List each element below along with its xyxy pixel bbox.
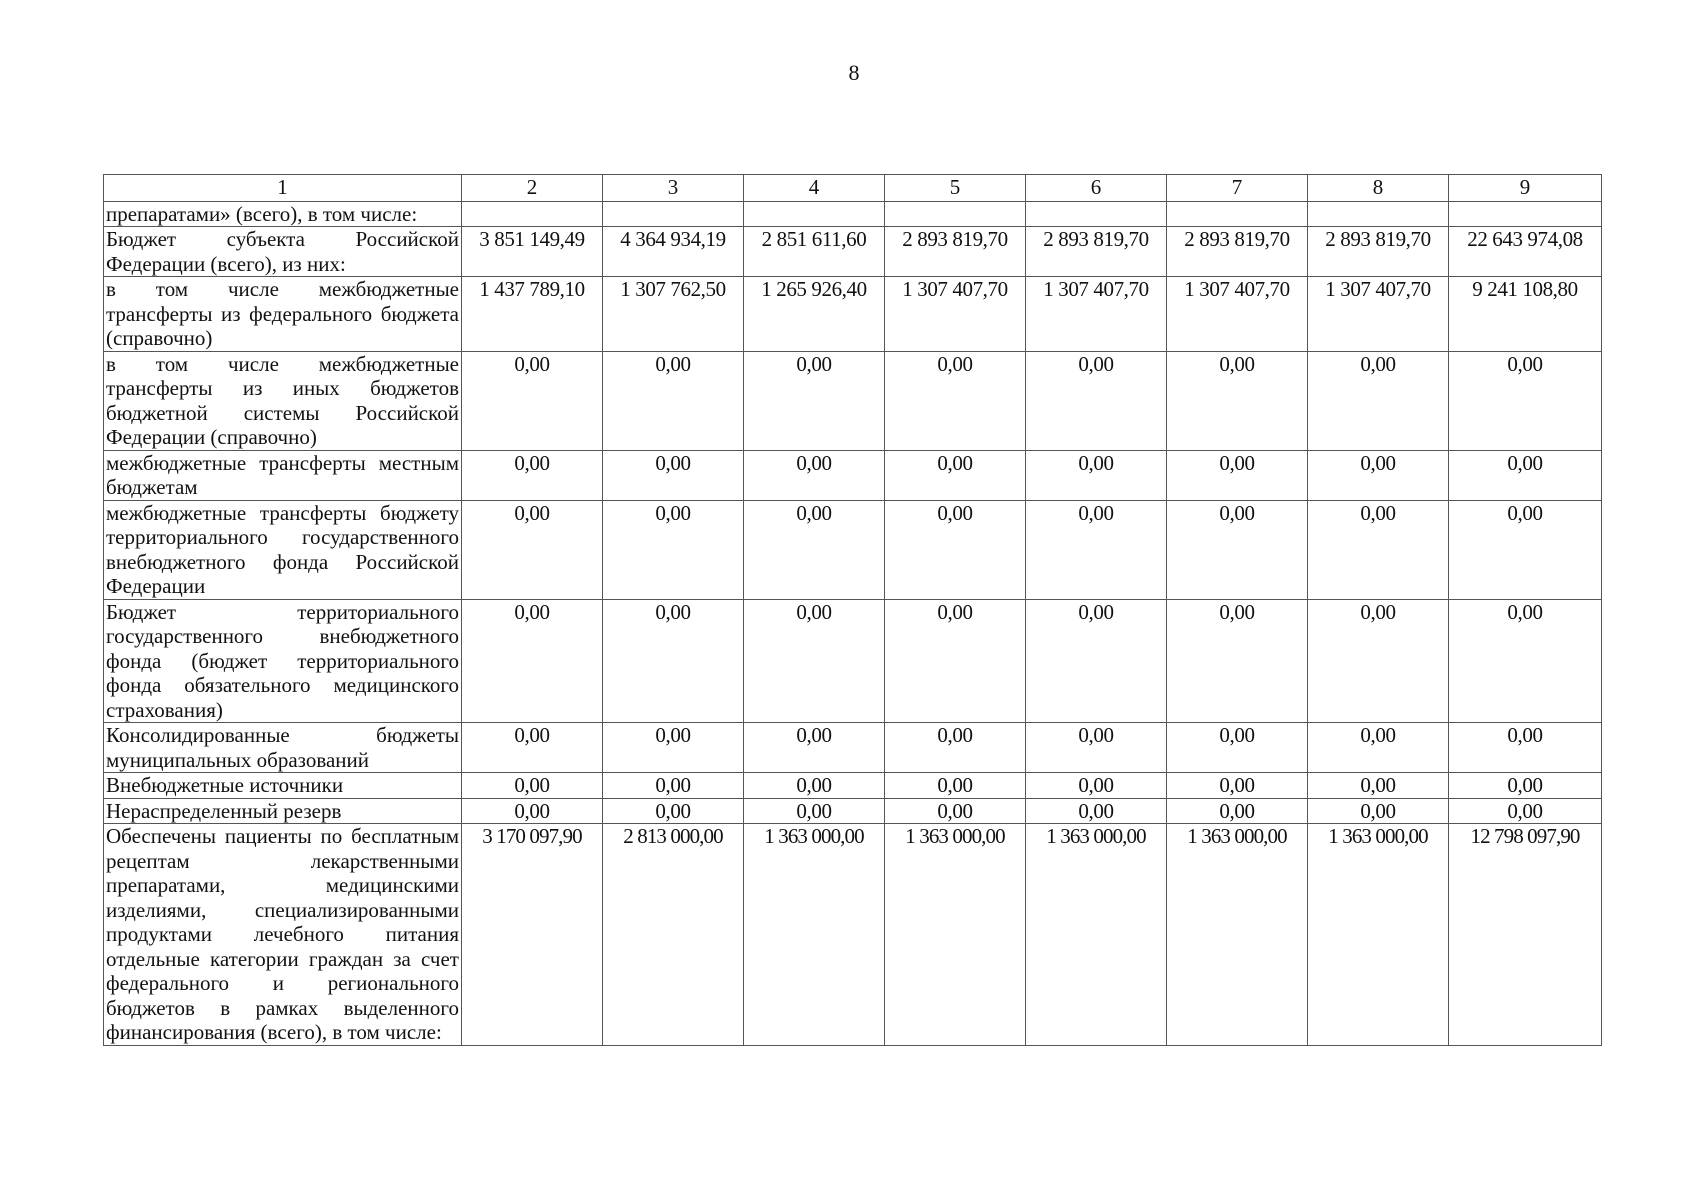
table-cell: 0,00 <box>1308 723 1449 773</box>
table-cell: 0,00 <box>1026 351 1167 450</box>
row-label: препаратами» (всего), в том числе: <box>104 201 462 227</box>
table-cell <box>885 201 1026 227</box>
table-cell: 0,00 <box>603 798 744 824</box>
table-cell: 0,00 <box>1026 798 1167 824</box>
column-header-2: 2 <box>462 175 603 202</box>
table-cell: 0,00 <box>462 773 603 799</box>
table-cell: 0,00 <box>603 500 744 599</box>
table-cell: 0,00 <box>744 351 885 450</box>
table-cell: 0,00 <box>603 599 744 723</box>
table-cell: 3 851 149,49 <box>462 227 603 277</box>
table-cell: 0,00 <box>603 351 744 450</box>
table-cell: 12 798 097,90 <box>1449 824 1602 1046</box>
table-cell <box>603 201 744 227</box>
table-cell: 0,00 <box>462 351 603 450</box>
table-cell: 0,00 <box>1449 500 1602 599</box>
row-label: Обеспечены пациенты по бесплатным рецептам лекарственными препаратами, медицинскими изделиями, специализированными продуктами лечебного питания отдельные категории граждан за счет федерального и регионального бюджетов в рамках выделенного финансирования (всего), в том числе: <box>104 824 462 1046</box>
table-cell: 1 363 000,00 <box>885 824 1026 1046</box>
table-cell <box>1449 201 1602 227</box>
table-cell: 0,00 <box>1167 450 1308 500</box>
column-header-4: 4 <box>744 175 885 202</box>
table-cell <box>462 201 603 227</box>
row-label: Бюджет субъекта Российской Федерации (всего), из них: <box>104 227 462 277</box>
table-row <box>104 500 1602 599</box>
table-cell: 0,00 <box>1026 773 1167 799</box>
table-cell <box>1167 201 1308 227</box>
table-cell: 0,00 <box>1449 798 1602 824</box>
table-cell: 0,00 <box>1167 599 1308 723</box>
table-cell: 22 643 974,08 <box>1449 227 1602 277</box>
table-row <box>104 351 1602 450</box>
table-cell: 1 265 926,40 <box>744 277 885 352</box>
row-label: Бюджет территориального государственного внебюджетного фонда (бюджет территориального фонда обязательного медицинского страхования) <box>104 599 462 723</box>
table-cell: 0,00 <box>1026 500 1167 599</box>
table-cell: 0,00 <box>885 599 1026 723</box>
table-cell: 0,00 <box>462 723 603 773</box>
table-cell: 1 437 789,10 <box>462 277 603 352</box>
table-cell: 0,00 <box>1026 723 1167 773</box>
table-cell: 0,00 <box>744 723 885 773</box>
table-row <box>104 227 1602 277</box>
table-cell: 0,00 <box>1308 773 1449 799</box>
table-row <box>104 201 1602 227</box>
table-row <box>104 798 1602 824</box>
table-cell: 4 364 934,19 <box>603 227 744 277</box>
header-row <box>104 175 1602 202</box>
table-row <box>104 824 1602 1046</box>
row-label: в том числе межбюджетные трансферты из федерального бюджета (справочно) <box>104 277 462 352</box>
table-row <box>104 599 1602 723</box>
table-cell: 0,00 <box>603 723 744 773</box>
table-cell: 0,00 <box>885 773 1026 799</box>
table-cell <box>744 201 885 227</box>
table-cell: 1 363 000,00 <box>1167 824 1308 1046</box>
row-label: в том числе межбюджетные трансферты из иных бюджетов бюджетной системы Российской Федерации (справочно) <box>104 351 462 450</box>
table-cell: 0,00 <box>603 450 744 500</box>
table-cell: 0,00 <box>744 500 885 599</box>
column-header-3: 3 <box>603 175 744 202</box>
table-cell: 1 363 000,00 <box>1308 824 1449 1046</box>
table-row <box>104 723 1602 773</box>
row-label: Внебюджетные источники <box>104 773 462 799</box>
table-cell: 0,00 <box>1449 723 1602 773</box>
table-cell: 0,00 <box>1167 351 1308 450</box>
table-cell: 0,00 <box>603 773 744 799</box>
table-cell: 3 170 097,90 <box>462 824 603 1046</box>
table-cell <box>1308 201 1449 227</box>
table-cell: 0,00 <box>1449 599 1602 723</box>
table-cell: 1 307 407,70 <box>1167 277 1308 352</box>
table-cell: 9 241 108,80 <box>1449 277 1602 352</box>
table-row <box>104 450 1602 500</box>
row-label: межбюджетные трансферты бюджету территориального государственного внебюджетного фонда Российской Федерации <box>104 500 462 599</box>
table-cell: 0,00 <box>1449 773 1602 799</box>
row-label: Консолидированные бюджеты муниципальных образований <box>104 723 462 773</box>
table-cell: 2 851 611,60 <box>744 227 885 277</box>
table-row <box>104 773 1602 799</box>
row-label: Нераспределенный резерв <box>104 798 462 824</box>
table-cell: 0,00 <box>885 450 1026 500</box>
table-cell: 0,00 <box>1308 599 1449 723</box>
table-cell: 0,00 <box>462 599 603 723</box>
table-cell: 0,00 <box>1026 599 1167 723</box>
table-cell: 0,00 <box>1449 351 1602 450</box>
column-header-8: 8 <box>1308 175 1449 202</box>
table-cell: 1 307 762,50 <box>603 277 744 352</box>
table-cell: 0,00 <box>744 599 885 723</box>
table-cell: 1 307 407,70 <box>885 277 1026 352</box>
table-cell: 0,00 <box>462 450 603 500</box>
table-cell: 0,00 <box>885 798 1026 824</box>
table-cell: 0,00 <box>885 500 1026 599</box>
table-cell: 2 893 819,70 <box>1167 227 1308 277</box>
table-cell: 1 363 000,00 <box>1026 824 1167 1046</box>
column-header-7: 7 <box>1167 175 1308 202</box>
column-header-5: 5 <box>885 175 1026 202</box>
table-cell: 0,00 <box>462 500 603 599</box>
table-cell: 0,00 <box>1167 500 1308 599</box>
table-row <box>104 277 1602 352</box>
table-cell: 1 363 000,00 <box>744 824 885 1046</box>
budget-table <box>103 174 1602 1046</box>
table-cell: 0,00 <box>1167 773 1308 799</box>
table-cell: 1 307 407,70 <box>1026 277 1167 352</box>
table-cell: 2 893 819,70 <box>885 227 1026 277</box>
column-header-1: 1 <box>104 175 462 202</box>
table-cell: 0,00 <box>1308 798 1449 824</box>
table-cell: 2 813 000,00 <box>603 824 744 1046</box>
table-cell <box>1026 201 1167 227</box>
table-cell: 0,00 <box>744 773 885 799</box>
table-cell: 0,00 <box>1449 450 1602 500</box>
row-label: межбюджетные трансферты местным бюджетам <box>104 450 462 500</box>
column-header-6: 6 <box>1026 175 1167 202</box>
table-cell: 0,00 <box>1167 798 1308 824</box>
table-cell: 0,00 <box>885 351 1026 450</box>
table-cell: 0,00 <box>462 798 603 824</box>
table-cell: 0,00 <box>744 450 885 500</box>
table-cell: 0,00 <box>1308 450 1449 500</box>
table-cell: 0,00 <box>744 798 885 824</box>
page-number: 8 <box>848 60 860 85</box>
table-cell: 2 893 819,70 <box>1026 227 1167 277</box>
table-cell: 1 307 407,70 <box>1308 277 1449 352</box>
column-header-9: 9 <box>1449 175 1602 202</box>
table-cell: 0,00 <box>1308 500 1449 599</box>
table-cell: 0,00 <box>1308 351 1449 450</box>
table-cell: 0,00 <box>1167 723 1308 773</box>
table-cell: 0,00 <box>1026 450 1167 500</box>
table-cell: 2 893 819,70 <box>1308 227 1449 277</box>
table-cell: 0,00 <box>885 723 1026 773</box>
